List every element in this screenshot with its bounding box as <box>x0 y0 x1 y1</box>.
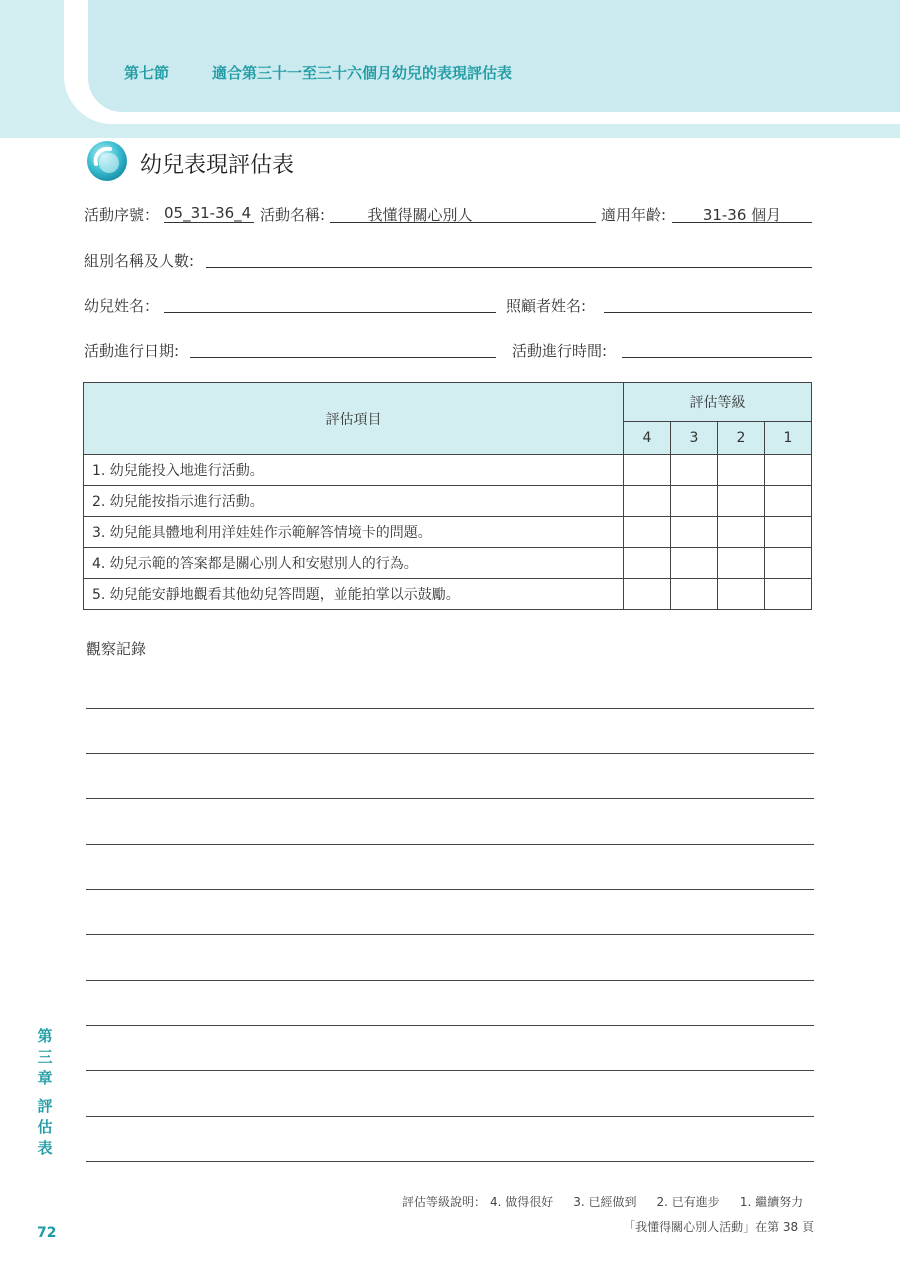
grade-1: 1 <box>765 422 812 455</box>
activity-no-value: 05_31-36_4 <box>164 204 252 222</box>
page-title: 幼兒表現評估表 <box>140 153 295 178</box>
table-row <box>84 486 812 517</box>
score-cell[interactable] <box>671 486 718 517</box>
item-text: 1. 幼兒能投入地進行活動。 <box>84 455 624 486</box>
score-cell[interactable] <box>671 517 718 548</box>
date-line[interactable] <box>190 357 496 358</box>
score-cell[interactable] <box>671 455 718 486</box>
observation-line[interactable] <box>86 1025 814 1026</box>
table-row <box>84 579 812 610</box>
activity-no-label: 活動序號： <box>84 206 160 224</box>
score-cell[interactable] <box>624 579 671 610</box>
score-cell[interactable] <box>671 579 718 610</box>
observation-line[interactable] <box>86 980 814 981</box>
time-line[interactable] <box>622 357 812 358</box>
score-cell[interactable] <box>718 548 765 579</box>
evaluation-table <box>83 382 812 610</box>
side-tab-char: 表 <box>37 1139 53 1157</box>
legend-item: 4. 做得很好 <box>490 1195 554 1209</box>
score-cell[interactable] <box>765 548 812 579</box>
child-name-label: 幼兒姓名： <box>84 297 160 315</box>
legend-item: 3. 已經做到 <box>573 1195 637 1209</box>
table-row <box>84 517 812 548</box>
date-label: 活動進行日期: <box>84 342 180 360</box>
legend-item: 2. 已有進步 <box>656 1195 720 1209</box>
observation-label: 觀察記錄 <box>86 640 147 658</box>
item-text: 2. 幼兒能按指示進行活動。 <box>84 486 624 517</box>
item-text: 5. 幼兒能安靜地觀看其他幼兒答問題，並能拍掌以示鼓勵。 <box>84 579 624 610</box>
section-label: 第七節 <box>124 64 170 82</box>
grade-2: 2 <box>718 422 765 455</box>
observation-line[interactable] <box>86 1116 814 1117</box>
score-cell[interactable] <box>624 486 671 517</box>
carer-name-line[interactable] <box>604 312 812 313</box>
score-cell[interactable] <box>718 486 765 517</box>
observation-line[interactable] <box>86 889 814 890</box>
observation-line[interactable] <box>86 1070 814 1071</box>
activity-name-line <box>330 222 596 223</box>
observation-line[interactable] <box>86 844 814 845</box>
side-tab-char: 三 <box>37 1048 53 1066</box>
side-tab-char: 章 <box>37 1069 53 1087</box>
score-cell[interactable] <box>765 455 812 486</box>
grade-header: 評估等級 <box>624 383 812 422</box>
activity-name-label: 活動名稱: <box>260 206 326 224</box>
carer-name-label: 照顧者姓名: <box>506 297 587 315</box>
age-value: 31-36 個月 <box>702 206 782 224</box>
score-cell[interactable] <box>624 548 671 579</box>
age-label: 適用年齡: <box>601 206 667 224</box>
time-label: 活動進行時間: <box>512 342 608 360</box>
side-tab-char: 評 <box>37 1097 53 1115</box>
group-label: 組別名稱及人數: <box>84 252 195 270</box>
legend-item: 1. 繼續努力 <box>739 1195 804 1209</box>
activity-name-value: 我懂得關心別人 <box>367 206 473 224</box>
page-number: 72 <box>37 1225 57 1241</box>
grade-4: 4 <box>624 422 671 455</box>
header-panel <box>88 0 900 112</box>
activity-no-line <box>164 222 254 223</box>
score-cell[interactable] <box>671 548 718 579</box>
score-cell[interactable] <box>765 486 812 517</box>
score-cell[interactable] <box>718 455 765 486</box>
score-cell[interactable] <box>624 455 671 486</box>
item-header: 評估項目 <box>84 383 624 455</box>
score-cell[interactable] <box>718 579 765 610</box>
observation-line[interactable] <box>86 798 814 799</box>
page-reference: 「我懂得關心別人活動」在第 38 頁 <box>623 1220 814 1234</box>
table-row <box>84 455 812 486</box>
observation-line[interactable] <box>86 1161 814 1162</box>
table-row <box>84 548 812 579</box>
item-text: 3. 幼兒能具體地利用洋娃娃作示範解答情境卡的問題。 <box>84 517 624 548</box>
observation-line[interactable] <box>86 753 814 754</box>
section-title: 適合第三十一至三十六個月幼兒的表現評估表 <box>212 64 513 82</box>
score-cell[interactable] <box>718 517 765 548</box>
age-line <box>672 222 812 223</box>
observation-line[interactable] <box>86 934 814 935</box>
group-line[interactable] <box>206 267 812 268</box>
score-cell[interactable] <box>624 517 671 548</box>
observation-line[interactable] <box>86 708 814 709</box>
item-text: 4. 幼兒示範的答案都是關心別人和安慰別人的行為。 <box>84 548 624 579</box>
legend-label: 評估等級說明： <box>402 1195 487 1209</box>
side-tab-char: 第 <box>37 1027 53 1045</box>
bubble-icon <box>86 140 128 182</box>
score-cell[interactable] <box>765 517 812 548</box>
side-tab-char: 估 <box>37 1118 53 1136</box>
grade-legend <box>402 1193 803 1210</box>
score-cell[interactable] <box>765 579 812 610</box>
grade-3: 3 <box>671 422 718 455</box>
child-name-line[interactable] <box>164 312 496 313</box>
